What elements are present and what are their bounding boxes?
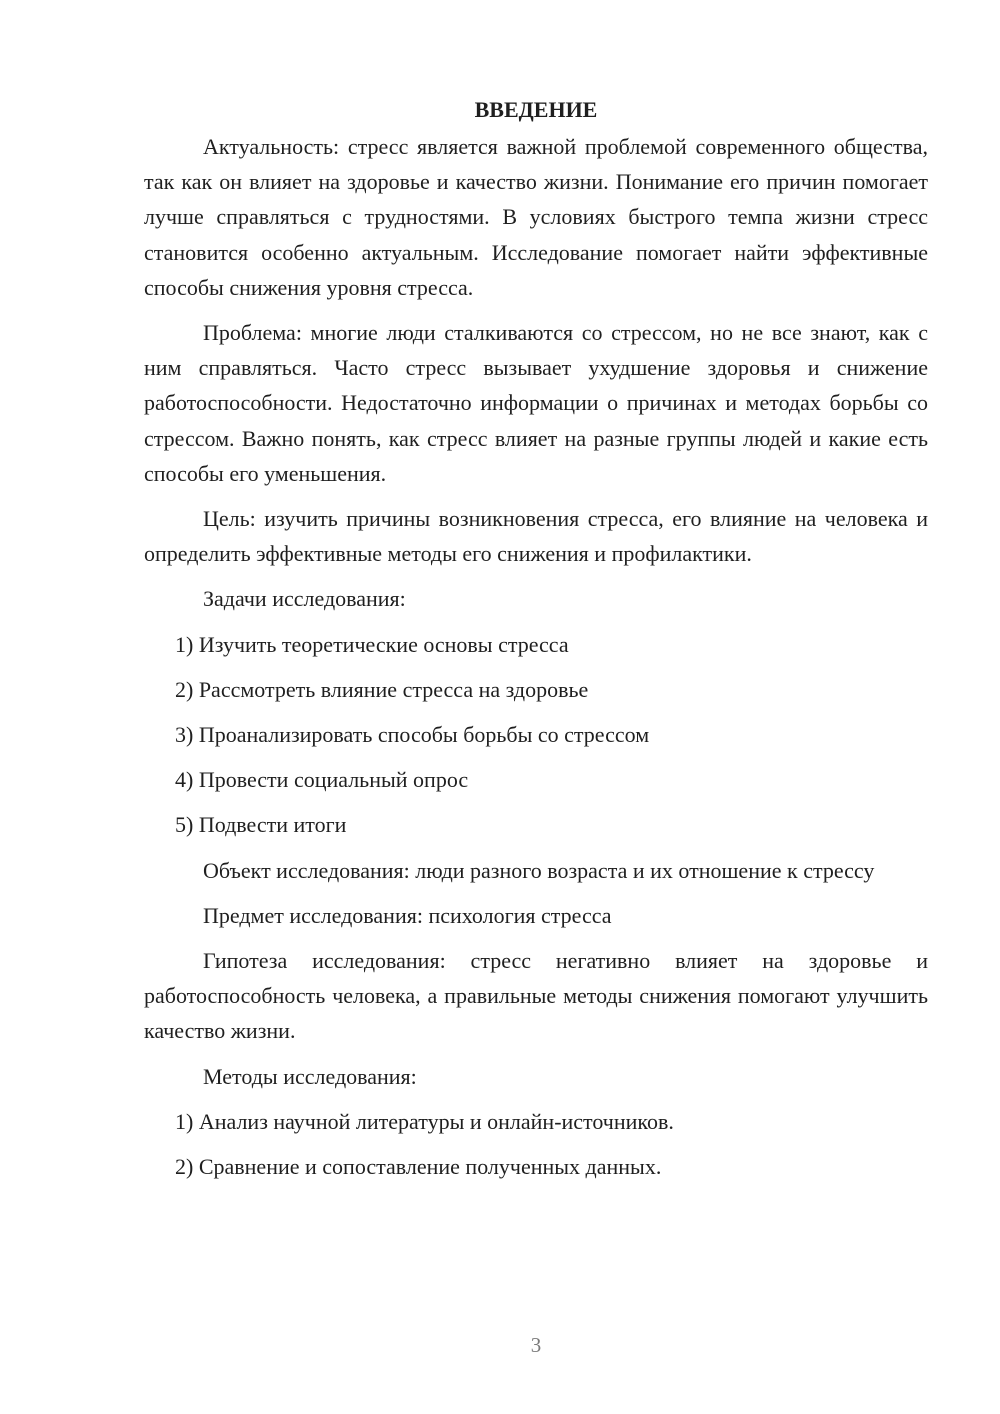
object-paragraph: Объект исследования: люди разного возраста и их отношение к стрессу: [203, 857, 875, 883]
tasks-list: [144, 627, 928, 843]
list-item: 5) Подвести итоги: [175, 812, 347, 838]
relevance-paragraph: Актуальность: стресс является важной проблемой современного общества, так как он влияет на здоровье и качество жизни. Понимание его причин помогает лучше справляться с трудностями. В условиях быстрого темпа жизни стресс становится особенно актуальным. Исследование помогает найти эффективные способы снижения уровня стресса.: [144, 134, 928, 300]
hypothesis-paragraph: Гипотеза исследования: стресс негативно влияет на здоровье и работоспособность человека, а правильные методы снижения помогают улучшить качество жизни.: [144, 948, 928, 1044]
methods-list: [144, 1104, 928, 1184]
page-heading: ВВЕДЕНИЕ: [474, 97, 598, 122]
list-item: 4) Провести социальный опрос: [175, 767, 469, 793]
list-item: 1) Изучить теоретические основы стресса: [175, 631, 569, 657]
problem-paragraph: Проблема: многие люди сталкиваются со стрессом, но не все знают, как с ним справляться. Часто стресс вызывает ухудшение здоровья и снижение работоспособности. Недостаточно информации о причинах и методах борьбы со стрессом. Важно понять, как стресс влияет на разные группы людей и какие есть способы его уменьшения.: [144, 320, 928, 486]
list-item: 1) Анализ научной литературы и онлайн-источников.: [175, 1108, 674, 1134]
page-number: 3: [530, 1333, 542, 1357]
tasks-title: Задачи исследования:: [203, 586, 406, 612]
list-item: 3) Проанализировать способы борьбы со стрессом: [175, 722, 650, 748]
goal-paragraph: Цель: изучить причины возникновения стресса, его влияние на человека и определить эффективные методы его снижения и профилактики.: [144, 506, 928, 567]
list-item: 2) Сравнение и сопоставление полученных данных.: [175, 1154, 662, 1180]
list-item: 2) Рассмотреть влияние стресса на здоровье: [175, 676, 589, 702]
subject-paragraph: Предмет исследования: психология стресса: [203, 902, 612, 928]
page-content: [144, 92, 928, 1194]
methods-title: Методы исследования:: [203, 1063, 417, 1089]
